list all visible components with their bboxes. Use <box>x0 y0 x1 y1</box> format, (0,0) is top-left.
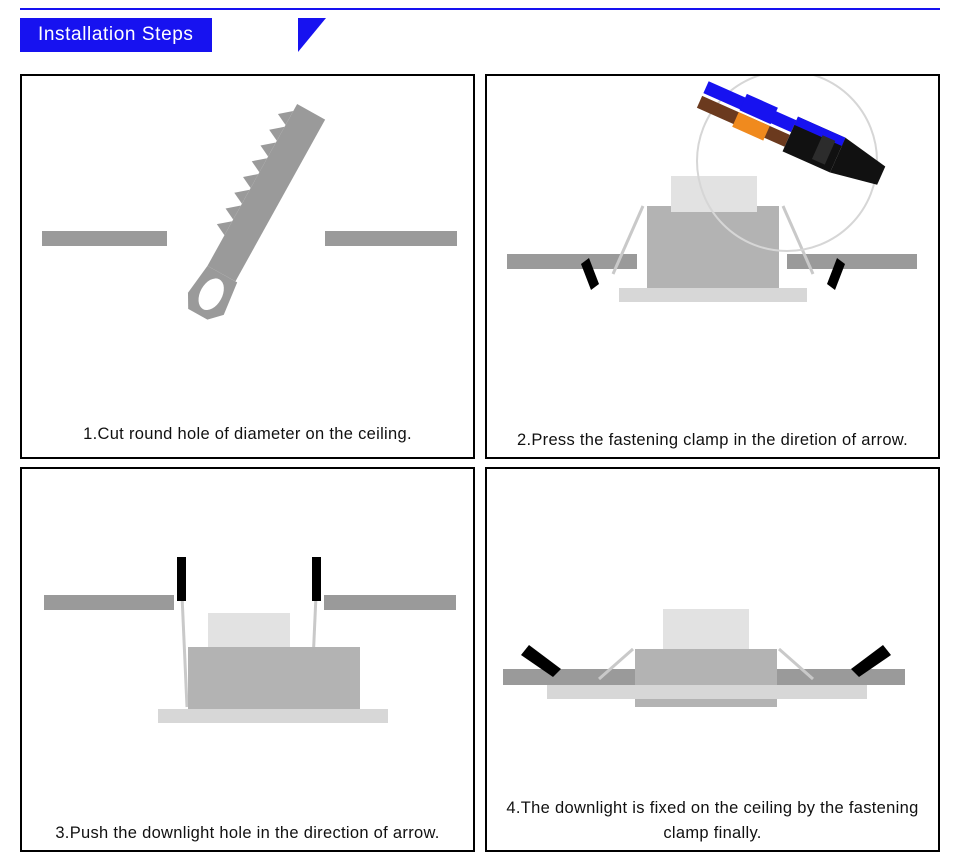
step-card-2 <box>485 74 940 459</box>
ceiling-left <box>503 669 635 685</box>
step-card-1 <box>20 74 475 459</box>
step-1-figure <box>22 76 473 376</box>
arrow-right <box>312 557 321 601</box>
step-4-figure <box>487 469 938 769</box>
ceiling-right <box>324 595 456 610</box>
step-2-caption: 2.Press the fastening clamp in the diretion of arrow. <box>516 431 909 449</box>
step-card-3 <box>20 467 475 852</box>
fixture-trim <box>158 709 388 723</box>
page-title: Installation Steps <box>38 24 194 45</box>
arrow-left <box>177 557 186 601</box>
ceiling-right <box>777 669 905 685</box>
fixture-light <box>663 609 749 649</box>
page-header <box>0 0 960 60</box>
downlight-fixed-illustration <box>487 469 938 769</box>
step-3-caption: 3.Push the downlight hole in the direction of arrow. <box>55 824 440 842</box>
step-4-caption: 4.The downlight is fixed on the ceiling by the fastening clamp finally. <box>506 799 919 842</box>
downlight-push-illustration <box>22 469 473 779</box>
step-card-4 <box>485 467 940 852</box>
wire-connector-detail <box>695 78 890 192</box>
installation-steps-grid <box>20 74 940 852</box>
header-top-rule <box>20 8 940 10</box>
fixture-trim <box>547 685 867 699</box>
step-2-figure <box>487 76 938 376</box>
ceiling-left <box>42 231 167 246</box>
step-3-figure <box>22 469 473 769</box>
saw-cutting-ceiling-illustration <box>22 76 473 376</box>
fixture-body <box>188 647 360 709</box>
header-tab-wedge <box>298 18 326 52</box>
downlight-wire-detail-illustration <box>487 76 938 406</box>
step-1-caption: 1.Cut round hole of diameter on the ceiling. <box>83 425 412 443</box>
fixture-light <box>671 176 757 212</box>
saw-icon <box>174 98 330 325</box>
header-tab <box>20 18 212 52</box>
ceiling-right <box>325 231 457 246</box>
fixture-light <box>208 613 290 647</box>
ceiling-left <box>44 595 174 610</box>
fixture-trim <box>619 288 807 302</box>
